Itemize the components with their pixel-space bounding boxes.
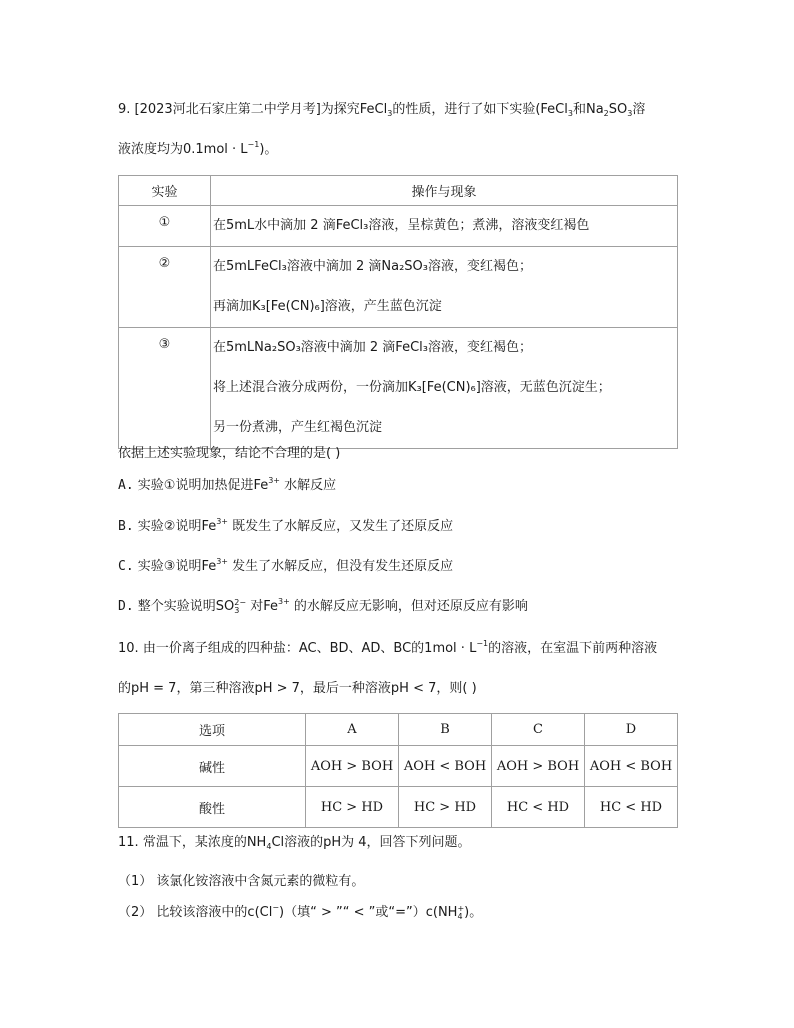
option-sup: 2− bbox=[234, 597, 247, 607]
description-line: 在5mLFeCl₃溶液中滴加 2 滴Na₂SO₃溶液，变红褐色； bbox=[213, 259, 532, 274]
option-text: 实验③说明Fe bbox=[137, 559, 217, 574]
q9-experiment-table bbox=[118, 175, 678, 449]
q9-question: 依据上述实验现象，结论不合理的是( ) bbox=[118, 446, 341, 461]
table-cell: HC < HD bbox=[492, 787, 585, 828]
q11-sub1-text: 该氯化铵溶液中含氮元素的微粒有。 bbox=[156, 874, 365, 889]
q11-sub2-sub: 4 bbox=[457, 911, 463, 921]
option-text: 对Fe bbox=[246, 599, 278, 614]
option-sup: 3+ bbox=[216, 557, 229, 566]
q9-source: [2023河北石家庄第二中学月考] bbox=[134, 102, 321, 117]
option-text: 实验①说明加热促进Fe bbox=[137, 478, 269, 493]
description-line: 再滴加K₃[Fe(CN)₆]溶液，产生蓝色沉淀 bbox=[213, 299, 442, 314]
table-header-experiment: 实验 bbox=[119, 176, 211, 206]
description-line: 在5mLNa₂SO₃溶液中滴加 2 滴FeCl₃溶液，变红褐色； bbox=[213, 340, 532, 355]
q10-line1-sup: −1 bbox=[476, 639, 489, 648]
q9-stem-line2 bbox=[118, 141, 277, 159]
q11-stem-sub: 4 bbox=[266, 842, 272, 851]
table-cell: HC < HD bbox=[585, 787, 678, 828]
q9-stem-text-e: 溶 bbox=[632, 102, 646, 117]
q9-stem-text-c: 和Na bbox=[572, 102, 604, 117]
option-sub: 3 bbox=[234, 605, 240, 615]
experiment-id: ② bbox=[119, 247, 211, 328]
q9-option-b[interactable] bbox=[118, 518, 453, 536]
q11-sub2-text: 比较该溶液中的c(Cl bbox=[156, 905, 273, 920]
q11-sub1-label: （1） bbox=[118, 874, 153, 889]
row-label-basicity: 碱性 bbox=[119, 746, 306, 787]
q10-line1-end: 的溶液，在室温下前两种溶液 bbox=[488, 641, 658, 656]
q11-stem-text-a: 常温下，某浓度的NH bbox=[142, 835, 267, 850]
table-cell: AOH > BOH bbox=[492, 746, 585, 787]
q11-sub2 bbox=[118, 904, 482, 922]
option-label: B. bbox=[118, 519, 134, 534]
option-sup: 3+ bbox=[268, 476, 281, 485]
q9-number: 9. bbox=[118, 102, 131, 117]
table-cell: AOH < BOH bbox=[585, 746, 678, 787]
experiment-id: ① bbox=[119, 206, 211, 247]
q11-sub2-text: )。 bbox=[464, 905, 483, 920]
option-text: 的水解反应无影响，但对还原反应有影响 bbox=[289, 599, 528, 614]
option-sup: 3+ bbox=[278, 597, 290, 606]
q11-stem bbox=[118, 834, 471, 852]
description-line: 在5mL水中滴加 2 滴FeCl₃溶液，呈棕黄色；煮沸，溶液变红褐色 bbox=[213, 218, 590, 233]
table-cell: HC > HD bbox=[399, 787, 492, 828]
option-sup: 3+ bbox=[216, 517, 229, 526]
description-line: 另一份煮沸，产生红褐色沉淀 bbox=[213, 420, 383, 435]
q9-option-c[interactable] bbox=[118, 558, 453, 576]
q10-stem-line1 bbox=[118, 640, 657, 658]
q9-stem-line2-end: )。 bbox=[259, 142, 278, 157]
q11-number: 11. bbox=[118, 835, 139, 850]
option-label: A. bbox=[118, 478, 134, 493]
q10-stem-line2: 的pH = 7，第三种溶液pH > 7，最后一种溶液pH < 7，则( ) bbox=[118, 681, 477, 696]
q11-sub2-sup: + bbox=[457, 903, 465, 913]
experiment-description bbox=[211, 247, 678, 328]
q11-stem-text-b: Cl溶液的pH为 4，回答下列问题。 bbox=[271, 835, 471, 850]
q11-sub2-text: )（填“ > ”“ < ”或“=”）c(NH bbox=[279, 905, 458, 920]
table-cell: AOH < BOH bbox=[399, 746, 492, 787]
table-header-a: A bbox=[306, 714, 399, 746]
q11-sub2-sup: − bbox=[272, 903, 280, 912]
q10-number: 10. bbox=[118, 641, 139, 656]
option-label: C. bbox=[118, 559, 134, 574]
experiment-description bbox=[211, 206, 678, 247]
option-label: D. bbox=[118, 599, 134, 614]
option-text: 发生了水解反应，但没有发生还原反应 bbox=[228, 559, 454, 574]
q11-sub2-label: （2） bbox=[118, 905, 153, 920]
q9-option-a[interactable] bbox=[118, 477, 336, 495]
experiment-description bbox=[211, 328, 678, 449]
q9-option-d[interactable] bbox=[118, 598, 528, 616]
option-text: 水解反应 bbox=[280, 478, 337, 493]
option-text: 既发生了水解反应，又发生了还原反应 bbox=[228, 519, 454, 534]
option-text: 整个实验说明SO bbox=[137, 599, 235, 614]
q9-stem-line1: 9. [2023河北石家庄第二中学月考]为探究FeCl$_3$的性质，进行了如下实验(FeCl$_3$和$Na_2SO_3$溶 bbox=[118, 102, 646, 118]
experiment-id: ③ bbox=[119, 328, 211, 449]
table-header-b: B bbox=[399, 714, 492, 746]
table-header-option: 选项 bbox=[119, 714, 306, 746]
table-header-d: D bbox=[585, 714, 678, 746]
q9-stem-sup: −1 bbox=[247, 140, 260, 149]
q11-sub1 bbox=[118, 873, 364, 891]
row-label-acidity: 酸性 bbox=[119, 787, 306, 828]
q9-stem-text-d: SO bbox=[608, 102, 628, 117]
table-cell: AOH > BOH bbox=[306, 746, 399, 787]
q10-options-table bbox=[118, 713, 678, 828]
option-text: 实验②说明Fe bbox=[137, 519, 217, 534]
q9-stem-text-b: 的性质，进行了如下实验(FeCl bbox=[392, 102, 568, 117]
table-header-c: C bbox=[492, 714, 585, 746]
so3-charge bbox=[234, 599, 246, 615]
q10-line1-text: 由一价离子组成的四种盐：AC、BD、AD、BC的1mol · L bbox=[142, 641, 477, 656]
q9-stem-text-a: 为探究FeCl bbox=[320, 102, 388, 117]
table-cell: HC > HD bbox=[306, 787, 399, 828]
q9-stem-line2-text: 液浓度均为0.1mol · L bbox=[118, 142, 248, 157]
table-header-operation: 操作与现象 bbox=[211, 176, 678, 206]
description-line: 将上述混合液分成两份，一份滴加K₃[Fe(CN)₆]溶液，无蓝色沉淀生； bbox=[213, 380, 611, 395]
